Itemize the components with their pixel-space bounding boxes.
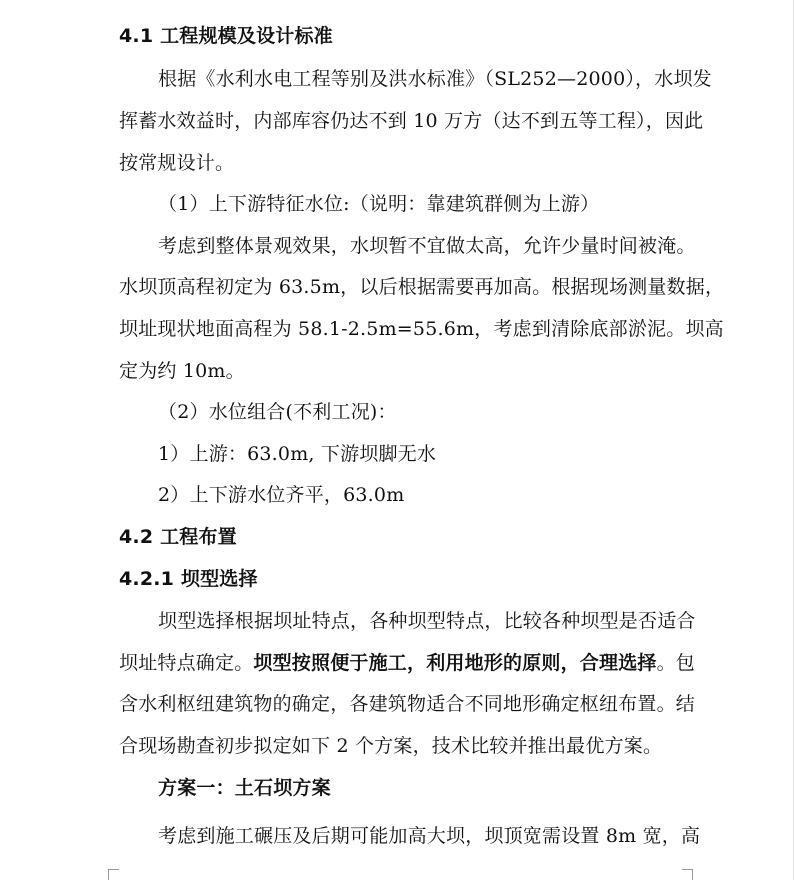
paragraph-line: 合现场勘查初步拟定如下 2 个方案，技术比较并推出最优方案。 (119, 735, 663, 757)
paragraph-line-mixed (119, 651, 695, 675)
subsection-heading-4-2-1: 4.2.1 坝型选择 (119, 568, 258, 590)
paragraph-line: 坝址现状地面高程为 58.1-2.5m=55.6m，考虑到清除底部淤泥。坝高 (119, 318, 724, 340)
paragraph-line: 考虑到整体景观效果，水坝暂不宜做太高，允许少量时间被淹。 (158, 235, 696, 257)
item-title: （1）上下游特征水位:（说明：靠建筑群侧为上游） (158, 193, 600, 215)
paragraph-line: 按常规设计。 (119, 152, 235, 174)
item-title: （2）水位组合(不利工况)： (158, 401, 397, 423)
paragraph-text: 。包 (656, 652, 696, 674)
list-item: 1）上游：63.0m, 下游坝脚无水 (158, 443, 437, 465)
crop-mark (108, 869, 119, 880)
list-item: 2）上下游水位齐平，63.0m (158, 484, 405, 506)
section-heading-4-1: 4.1 工程规模及设计标准 (119, 25, 333, 47)
section-heading-4-2: 4.2 工程布置 (119, 526, 237, 548)
paragraph-line: 坝型选择根据坝址特点，各种坝型特点，比较各种坝型是否适合 (158, 610, 696, 632)
paragraph-line: 水坝顶高程初定为 63.5m，以后根据需要再加高。根据现场测量数据， (119, 276, 725, 298)
paragraph-line: 挥蓄水效益时，内部库容仍达不到 10 万方（达不到五等工程），因此 (119, 110, 704, 132)
paragraph-line: 考虑到施工碾压及后期可能加高大坝，坝顶宽需设置 8m 宽，高 (158, 825, 701, 847)
crop-mark (682, 869, 693, 880)
paragraph-line: 根据《水利水电工程等别及洪水标准》（SL252—2000），水坝发 (158, 68, 712, 90)
scheme-title: 方案一：土石坝方案 (158, 777, 331, 799)
paragraph-text: 坝址特点确定。 (119, 652, 254, 674)
paragraph-line: 定为约 10m。 (119, 360, 245, 382)
emphasis-text: 坝型按照便于施工，利用地形的原则，合理选择 (253, 652, 657, 674)
paragraph-line: 含水利枢纽建筑物的确定，各建筑物适合不同地形确定枢纽布置。结 (119, 693, 696, 715)
